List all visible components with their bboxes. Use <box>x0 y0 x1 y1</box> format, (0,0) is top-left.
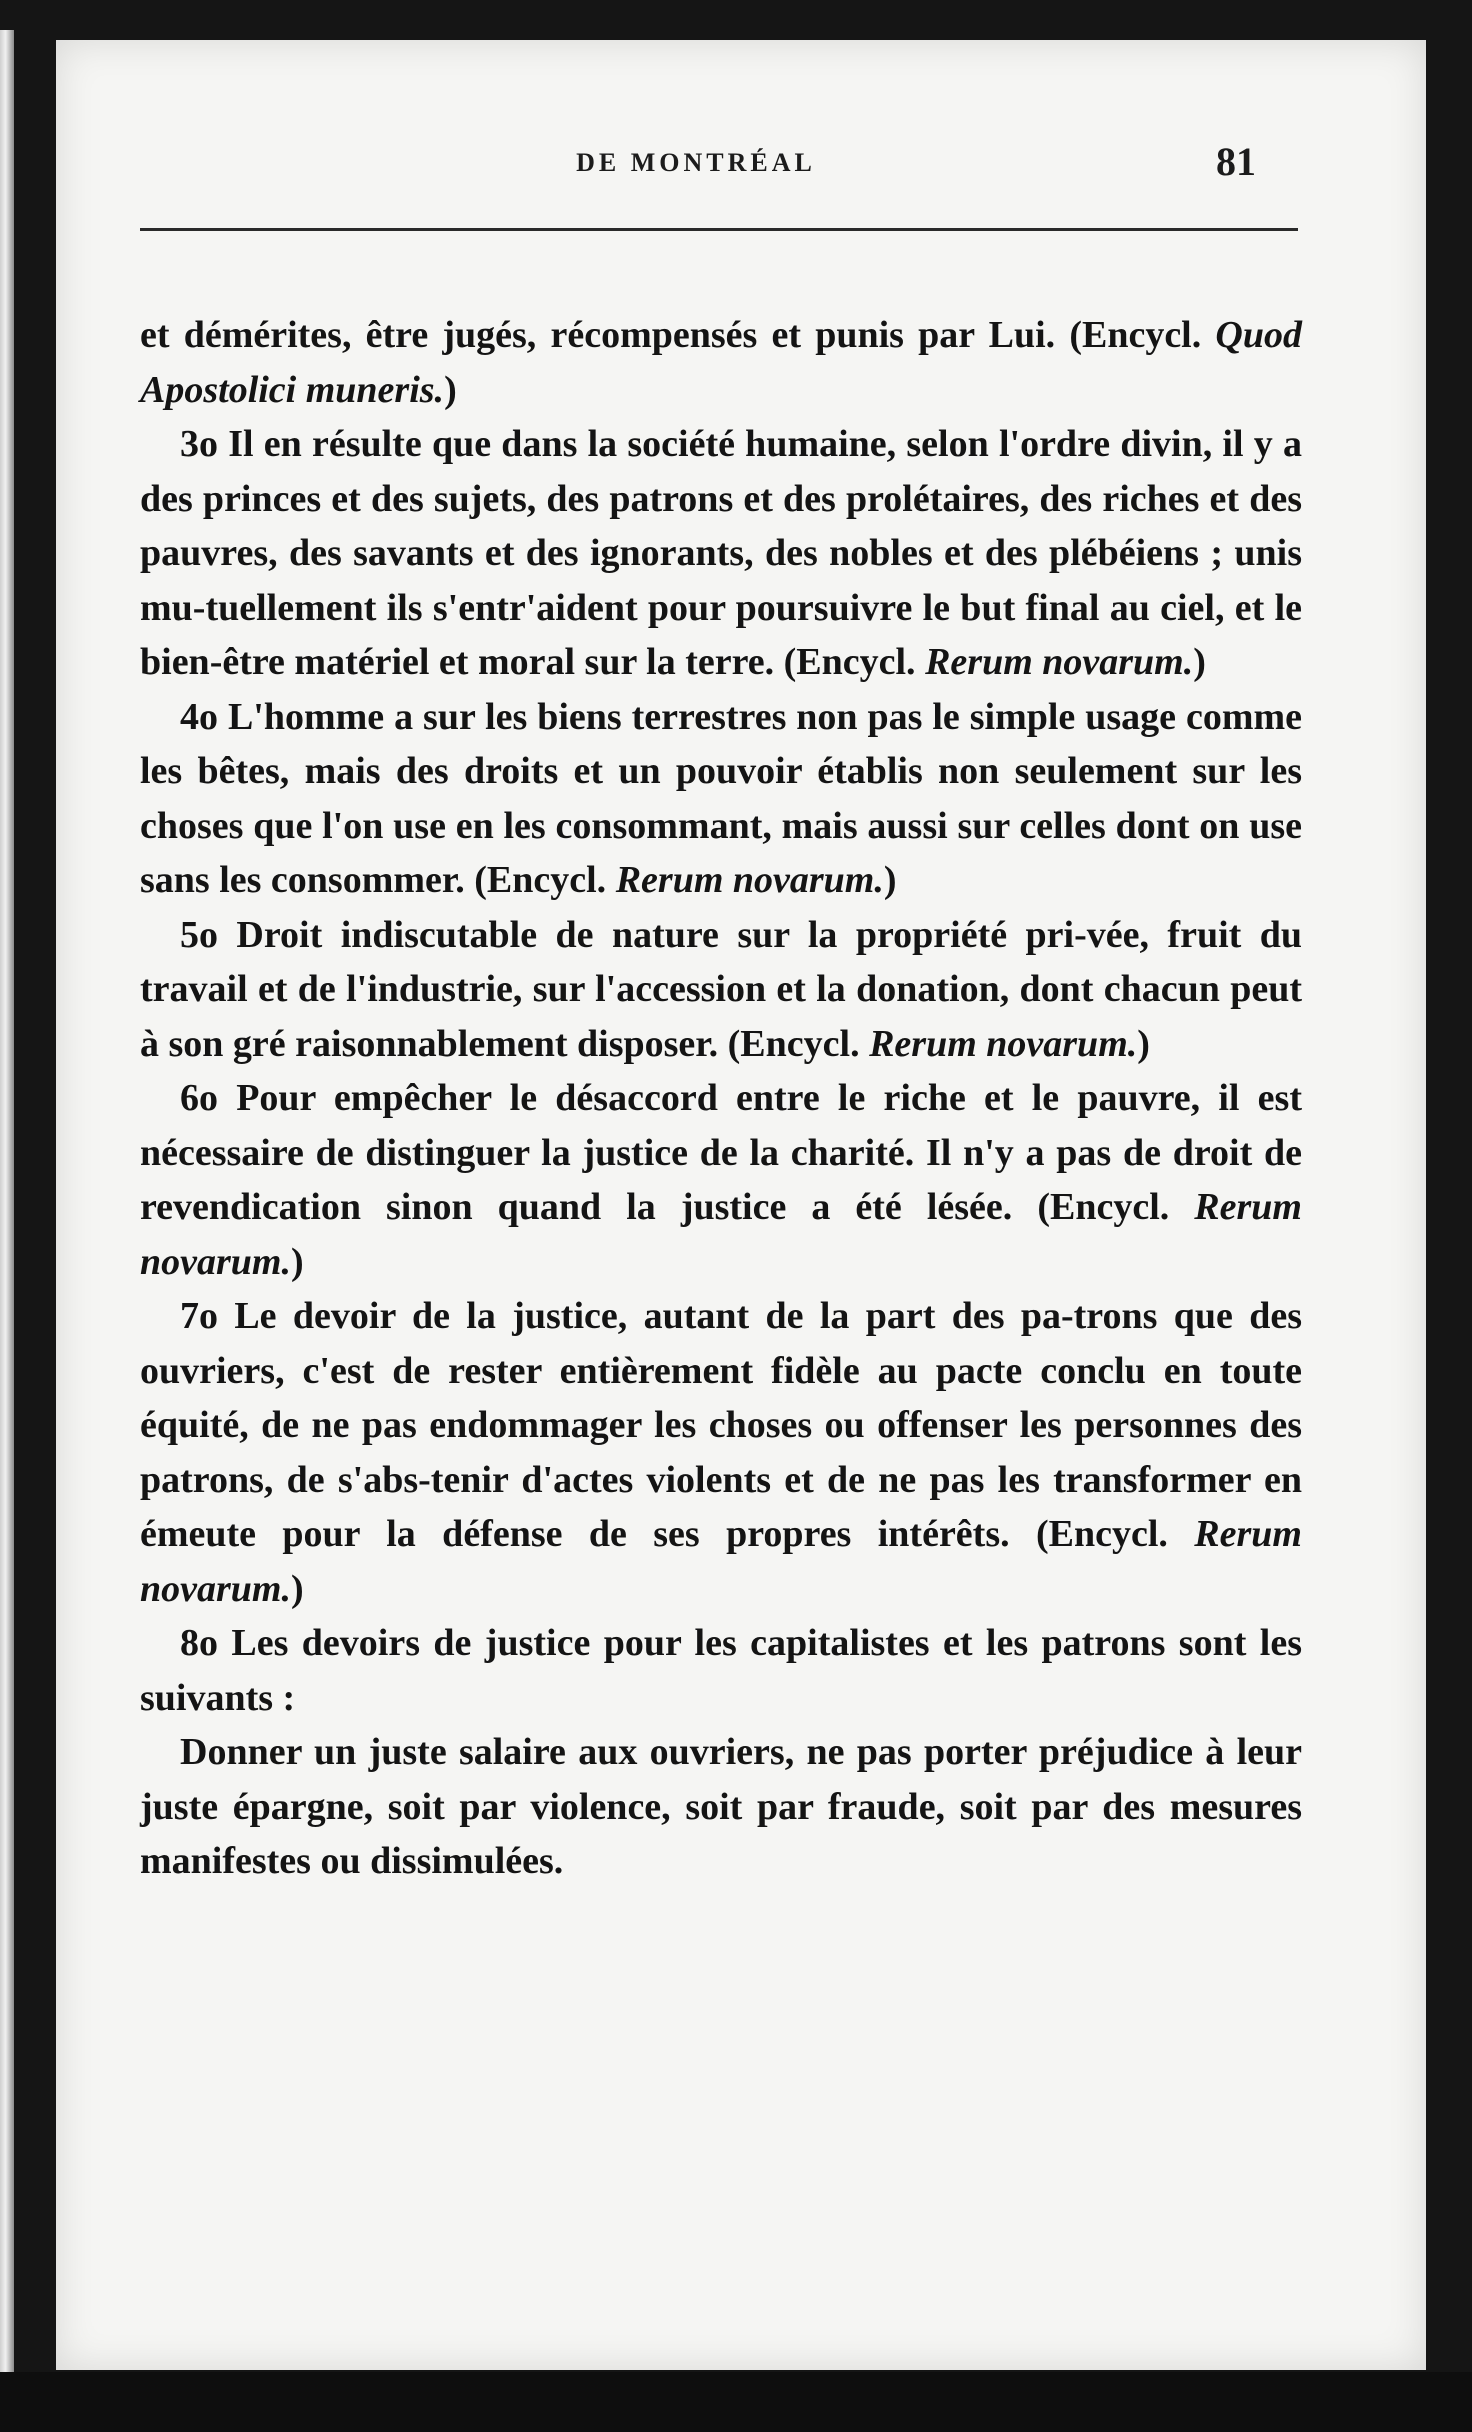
running-head <box>56 139 1426 208</box>
citation: Rerum novarum. <box>140 1513 1302 1610</box>
paragraph-continuation: et démérites, être jugés, récompensés et punis par Lui. (Encycl. Quod Apostolici muneris.) <box>140 314 1302 411</box>
paragraph-4: 4o L'homme a sur les biens terrestres non pas le simple usage comme les bêtes, mais des droits et un pouvoir établis non seulement sur les choses que l'on use en les consommant, mais aussi sur celles dont on use sans les consommer. (Encycl. Rerum novarum.) <box>140 695 1302 901</box>
paragraph-8: 8o Les devoirs de justice pour les capitalistes et les patrons sont les suivants : <box>140 1622 1302 1719</box>
page-number: 81 <box>1216 139 1256 184</box>
citation: Rerum novarum. <box>925 641 1194 683</box>
paragraph-5: 5o Droit indiscutable de nature sur la propriété pri-vée, fruit du travail et de l'industrie, sur l'accession et la donation, dont chacun peut à son gré raisonnablement disposer. (Encycl. Rerum novarum.) <box>140 913 1302 1065</box>
citation: Rerum novarum. <box>869 1022 1138 1065</box>
adjacent-page-edge <box>0 30 14 2390</box>
body-text <box>140 308 1302 1889</box>
header-rule <box>140 228 1298 231</box>
paragraph-3: 3o Il en résulte que dans la société humaine, selon l'ordre divin, il y a des princes et des sujets, des patrons et des prolétaires, des riches et des pauvres, des savants et des ignorants, des nobles et des plébéiens ; unis mu-tuellement ils s'entr'aident pour poursuivre le but final au ciel, et le bien-être matériel et moral sur la terre. (Encycl. Rerum novarum.) <box>140 423 1302 683</box>
citation: Rerum novarum. <box>615 859 884 901</box>
paragraph-7: 7o Le devoir de la justice, autant de la part des pa-trons que des ouvriers, c'est de rester entièrement fidèle au pacte conclu en toute équité, de ne pas endommager les choses ou offenser les personnes des patrons, de s'abs-tenir d'actes violents et de ne pas les transformer en émeute pour la défense de ses propres intérêts. (Encycl. Rerum novarum.) <box>140 1295 1302 1610</box>
citation: Rerum novarum. <box>140 1186 1302 1283</box>
citation: Quod Apostolici muneris. <box>140 314 1302 411</box>
running-title: DE MONTRÉAL <box>576 148 816 177</box>
book-page <box>56 40 1426 2370</box>
paragraph-duties: Donner un juste salaire aux ouvriers, ne pas porter préjudice à leur juste épargne, soit par violence, soit par fraude, soit par des mesures manifestes ou dissimulées. <box>140 1731 1302 1882</box>
scan-bottom-edge <box>0 2372 1472 2432</box>
paragraph-6: 6o Pour empêcher le désaccord entre le riche et le pauvre, il est nécessaire de distinguer la justice de la charité. Il n'y a pas de droit de revendication sinon quand la justice a été lésée. (Encycl. Rerum novarum.) <box>140 1077 1302 1283</box>
